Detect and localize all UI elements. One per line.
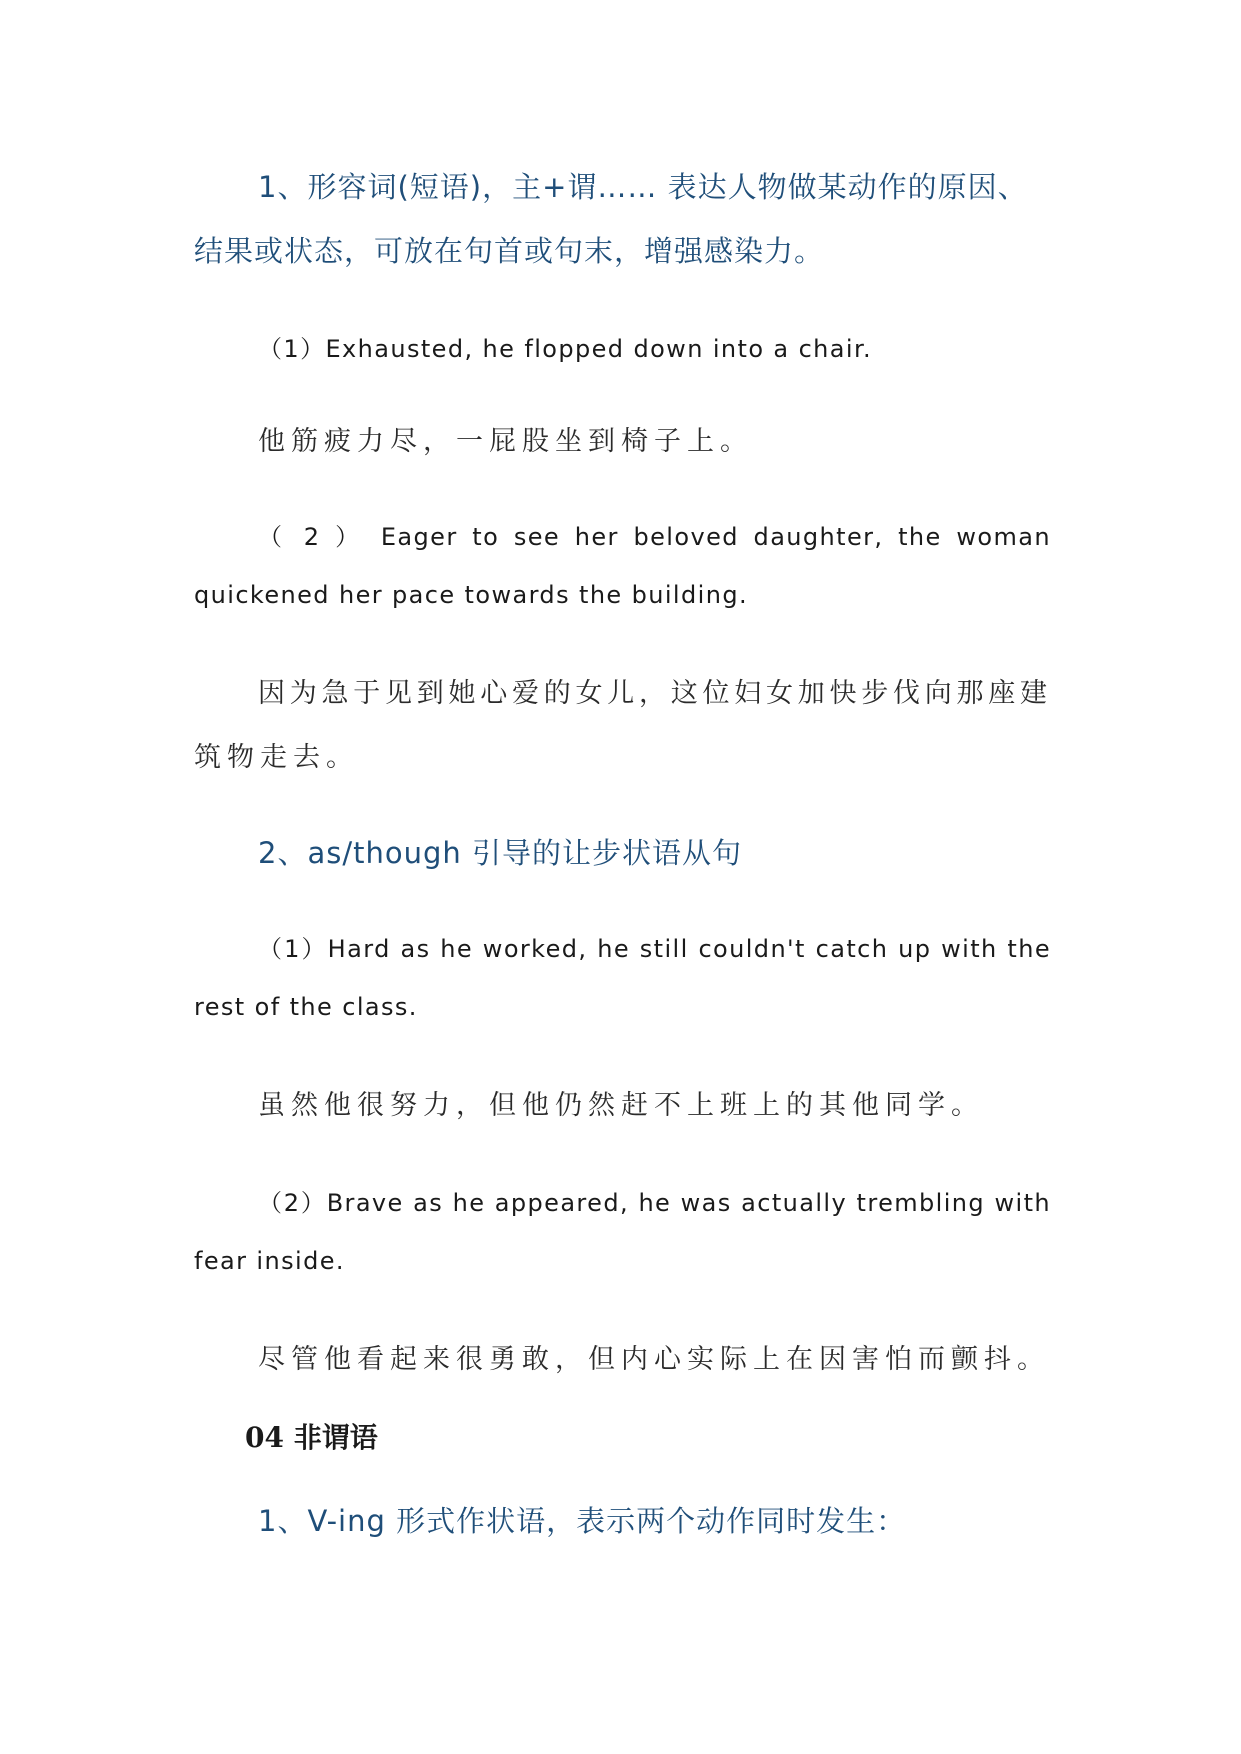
heading-1-line-1: 1、形容词(短语)，主+谓…… 表达人物做某动作的原因、 xyxy=(258,170,1028,204)
example-1-chinese: 他筋疲力尽，一屁股坐到椅子上。 xyxy=(258,426,753,457)
heading-3: 1、V-ing 形式作状语，表示两个动作同时发生： xyxy=(258,1504,907,1538)
section-heading-04: 04 非谓语 xyxy=(245,1421,378,1454)
example-2-chinese-line-1: 因为急于见到她心爱的女儿，这位妇女加快步伐向那座建 xyxy=(258,678,1051,709)
example-1-english: （1）Exhausted, he flopped down into a chair. xyxy=(258,335,873,363)
example-2-english-line-2: quickened her pace towards the building. xyxy=(194,581,748,609)
example-4-english-line-1: （2）Brave as he appeared, he was actually trembling with xyxy=(258,1189,1051,1217)
example-3-english-line-2: rest of the class. xyxy=(194,993,418,1021)
heading-1-line-2: 结果或状态，可放在句首或句末，增强感染力。 xyxy=(194,234,825,268)
example-4-chinese: 尽管他看起来很勇敢，但内心实际上在因害怕而颤抖。 xyxy=(258,1344,1050,1375)
example-2-chinese-line-2: 筑物走去。 xyxy=(194,742,359,773)
example-3-english-line-1: （1）Hard as he worked, he still couldn't catch up with the xyxy=(258,935,1051,963)
heading-2: 2、as/though 引导的让步状语从句 xyxy=(258,836,742,870)
example-4-english-line-2: fear inside. xyxy=(194,1247,345,1275)
example-2-english-line-1: （ 2 ） Eager to see her beloved daughter, the woman xyxy=(258,523,1051,551)
example-3-chinese: 虽然他很努力，但他仍然赶不上班上的其他同学。 xyxy=(258,1090,984,1121)
